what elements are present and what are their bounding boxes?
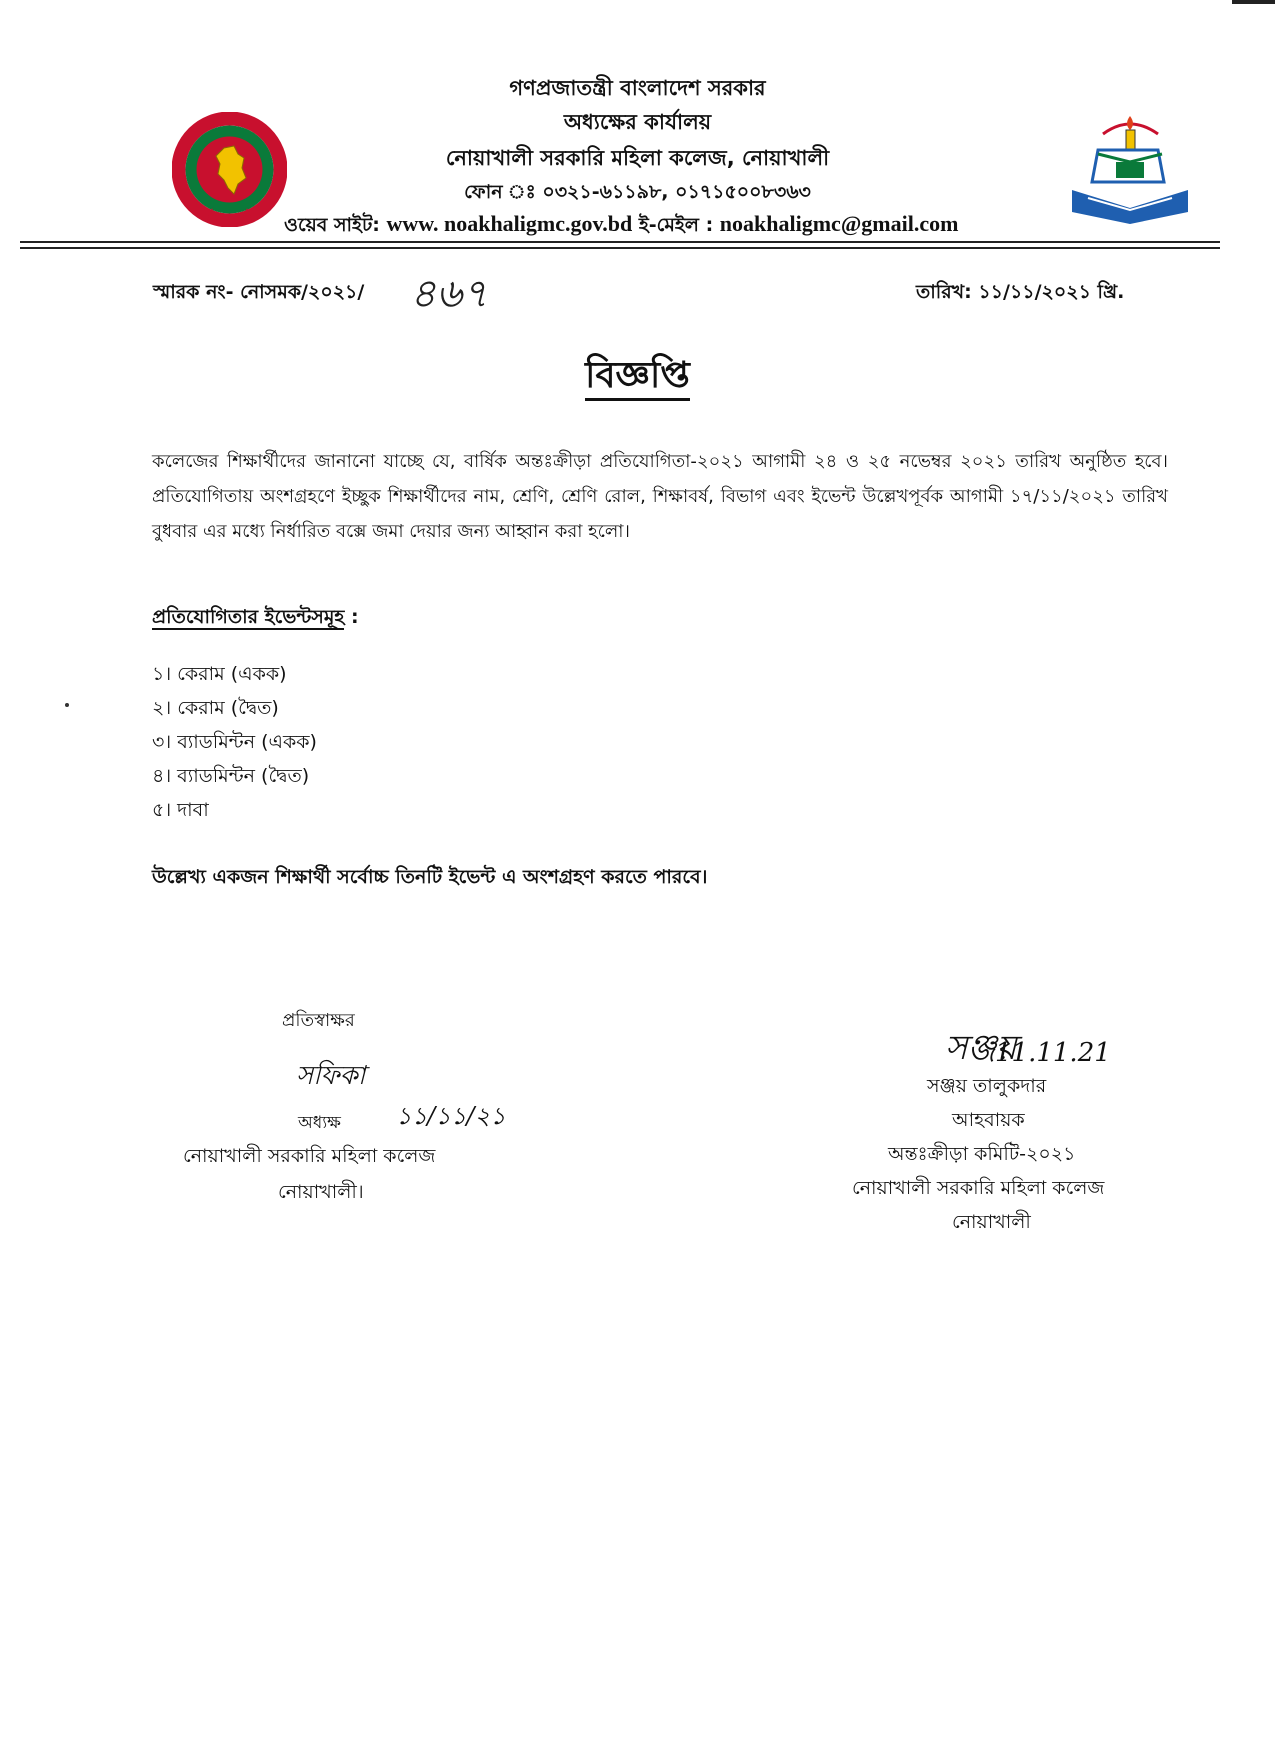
events-heading-colon: : xyxy=(344,606,359,628)
events-list xyxy=(152,657,317,827)
list-item: ১। কেরাম (একক) xyxy=(152,663,287,685)
events-heading-text: প্রতিযোগিতার ইভেন্টসমূহ xyxy=(152,606,345,628)
office-name: অধ্যক্ষের কার্যালয় xyxy=(563,110,712,134)
list-item: ৫। দাবা xyxy=(152,799,209,821)
list-item: ২। কেরাম (দ্বৈত) xyxy=(152,697,279,719)
principal-signature: সফিকা xyxy=(296,1061,366,1091)
header-divider-top xyxy=(20,241,1220,243)
contact-line xyxy=(284,211,958,243)
list-item: ৪। ব্যাডমিন্টন (দ্বৈত) xyxy=(152,765,310,787)
notice-title-text: বিজ্ঞপ্তি xyxy=(585,355,690,401)
phone-numbers: ফোন ঃ ০৩২১-৬১১৯৮, ০১৭১৫০০৮৩৬৩ xyxy=(464,181,811,203)
convener-signature-date: 11.11.21 xyxy=(995,1038,1111,1068)
government-name: গণপ্রজাতন্ত্রী বাংলাদেশ সরকার xyxy=(509,76,766,100)
convener-committee: অন্তঃক্রীড়া কমিটি-২০২১ xyxy=(888,1143,1076,1165)
principal-college: নোয়াখালী সরকারি মহিলা কলেজ xyxy=(183,1145,436,1167)
email-label: ই-মেইল : xyxy=(638,214,714,236)
principal-place: নোয়াখালী। xyxy=(278,1181,364,1203)
notice-body: কলেজের শিক্ষার্থীদের জানানো যাচ্ছে যে, বার্ষিক অন্তঃক্রীড়া প্রতিযোগিতা-২০২১ আগামী ২৪ ও ২৫ নভেম্বর ২০২১ তারিখ অনুষ্ঠিত হবে। প্রতিযোগিতায় অংশগ্রহণে ইচ্ছুক শিক্ষার্থীদের নাম, শ্রেণি, শ্রেণি রোল, শিক্ষাবর্ষ, বিভাগ এবং ইভেন্ট উল্লেখপূর্বক আগামী ১৭/১১/২০২১ তারিখ বুধবার এর মধ্যে নির্ধারিত বক্সে জমা দেয়ার জন্য আহ্বান করা হলো। xyxy=(152,451,1168,542)
convener-role: আহবায়ক xyxy=(952,1109,1025,1131)
college-name: নোয়াখালী সরকারি মহিলা কলেজ, নোয়াখালী xyxy=(445,146,830,170)
scan-mark xyxy=(1232,0,1275,4)
website-url: www. noakhaligmc.gov.bd xyxy=(386,211,633,236)
countersign-label: প্রতিস্বাক্ষর xyxy=(282,1010,355,1031)
notice-date: তারিখ: ১১/১১/২০২১ খ্রি. xyxy=(916,281,1125,303)
header-divider-bottom xyxy=(20,247,1220,249)
principal-title: অধ্যক্ষ xyxy=(298,1113,341,1133)
email-address: noakhaligmc@gmail.com xyxy=(719,211,959,236)
convener-college: নোয়াখালী সরকারি মহিলা কলেজ xyxy=(852,1177,1105,1199)
convener-place: নোয়াখালী xyxy=(952,1211,1031,1233)
website-label: ওয়েব সাইট: xyxy=(284,214,380,236)
principal-signature-date: ১১/১১/২১ xyxy=(396,1102,506,1130)
notice-title xyxy=(0,348,1275,408)
memo-number: স্মারক নং- নোসমক/২০২১/ xyxy=(153,281,365,303)
scan-dot xyxy=(65,703,69,707)
list-item: ৩। ব্যাডমিন্টন (একক) xyxy=(152,731,317,753)
convener-name: সঞ্জয় তালুকদার xyxy=(927,1075,1047,1097)
convener-signature: সঞ্জয় xyxy=(945,1028,1017,1068)
participation-note: উল্লেখ্য একজন শিক্ষার্থী সর্বোচ্চ তিনটি ইভেন্ট এ অংশগ্রহণ করতে পারবে। xyxy=(152,866,708,888)
events-heading xyxy=(152,603,359,635)
memo-handwritten-number: ৪৬৭ xyxy=(410,271,488,317)
